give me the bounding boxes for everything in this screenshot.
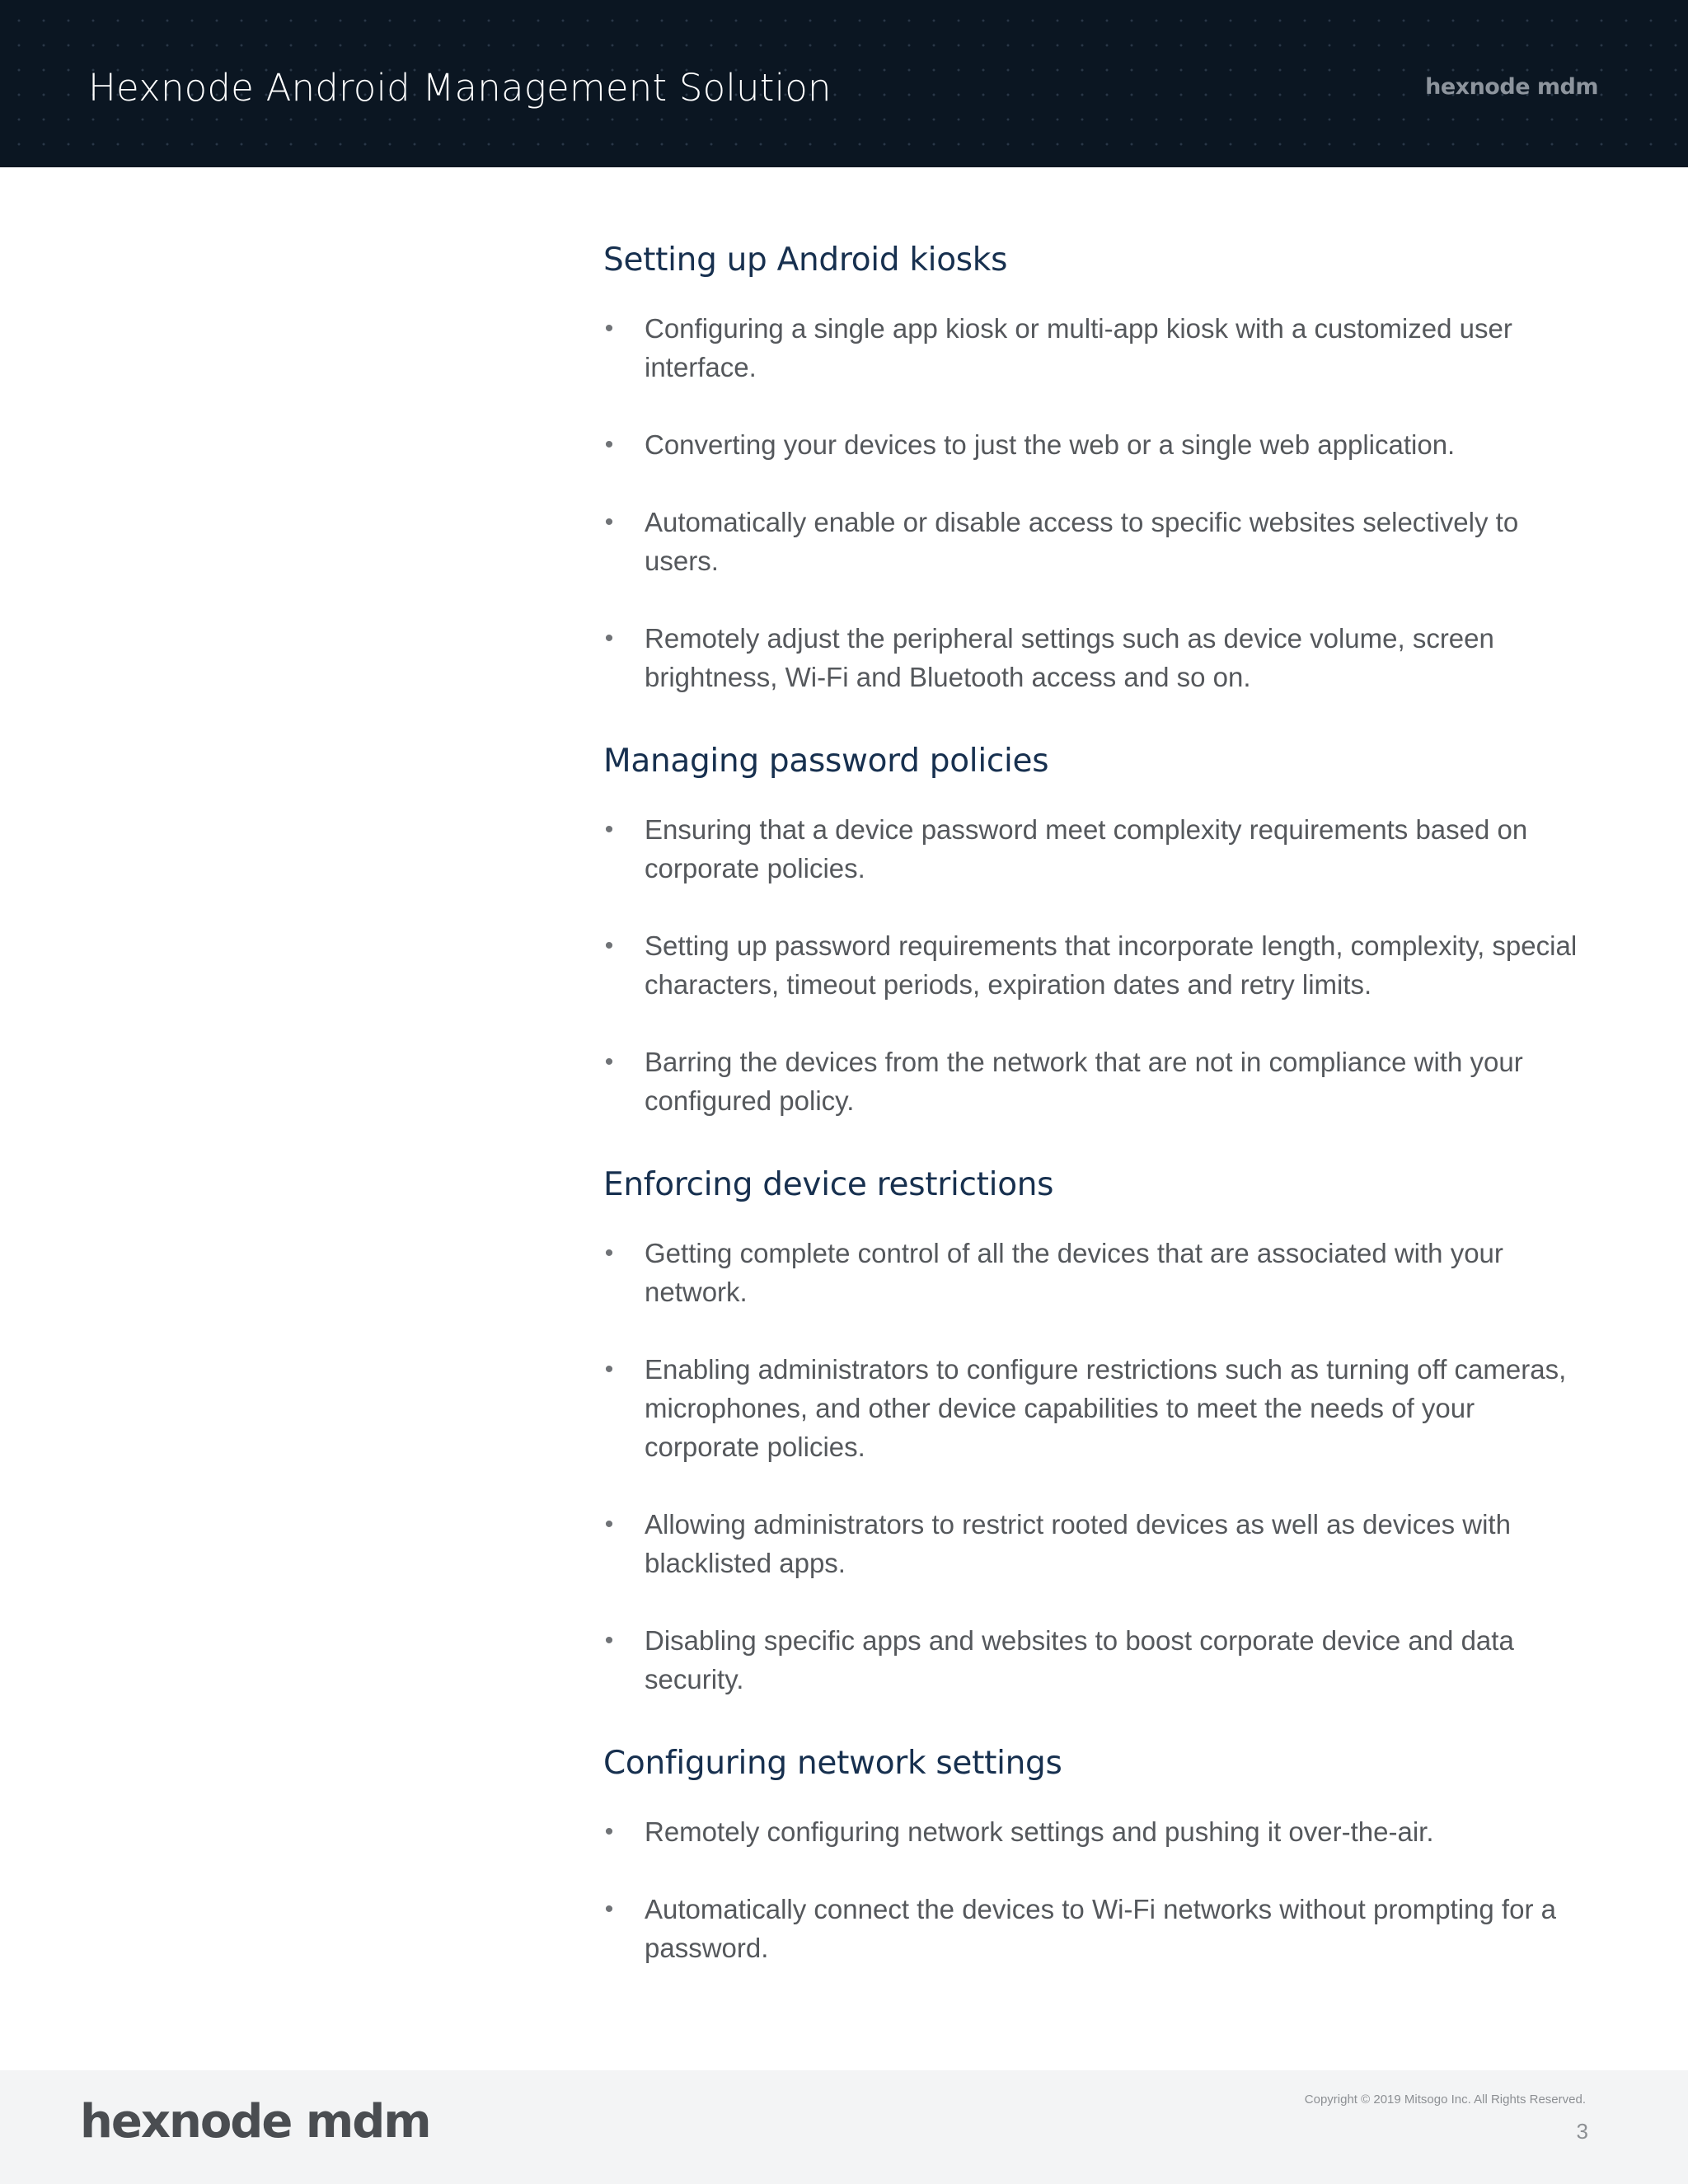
bullet-icon: • [604, 509, 614, 536]
bullet-text: Setting up password requirements that incorporate length, complexity, special characters, timeout periods, expiration dates and retry limits. [645, 930, 1578, 1000]
bullet-text: Converting your devices to just the web or a single web application. [645, 429, 1456, 460]
section-title: Enforcing device restrictions [603, 1166, 1054, 1203]
bullet-icon: • [604, 1511, 614, 1538]
bullet-item [603, 1234, 1584, 1311]
bullet-text: Remotely adjust the peripheral settings such as device volume, screen brightness, Wi-Fi and Bluetooth access and so on. [645, 623, 1494, 692]
bullet-item [603, 1621, 1584, 1699]
bullet-text: Disabling specific apps and websites to boost corporate device and data security. [645, 1625, 1514, 1694]
document-title: Hexnode Android Management Solution [88, 66, 832, 110]
bullet-icon: • [604, 625, 614, 652]
header-banner [0, 0, 1688, 167]
section-android-kiosks [603, 239, 1584, 696]
bullet-item [603, 1812, 1584, 1851]
bullet-list [603, 309, 1584, 696]
bullet-text: Enabling administrators to configure restrictions such as turning off cameras, microphones, and other device capabilities to meet the needs of your corporate policies. [645, 1354, 1567, 1462]
footer-brand-logo: hexnode mdm [80, 2095, 430, 2149]
bullet-text: Allowing administrators to restrict rooted devices as well as devices with blacklisted apps. [645, 1509, 1511, 1578]
bullet-item [603, 1890, 1584, 1967]
bullet-item [603, 619, 1584, 696]
section-title: Configuring network settings [603, 1745, 1062, 1782]
bullet-text: Configuring a single app kiosk or multi-app kiosk with a customized user interface. [645, 313, 1512, 382]
bullet-icon: • [604, 315, 614, 342]
bullet-item [603, 810, 1584, 888]
bullet-text: Automatically enable or disable access to specific websites selectively to users. [645, 507, 1519, 576]
bullet-icon: • [604, 1896, 614, 1923]
bullet-item [603, 503, 1584, 580]
bullet-icon: • [604, 1627, 614, 1654]
bullet-text: Getting complete control of all the devices that are associated with your network. [645, 1238, 1503, 1307]
bullet-icon: • [604, 1048, 614, 1076]
bullet-text: Barring the devices from the network that are not in compliance with your configured policy. [645, 1047, 1523, 1116]
bullet-icon: • [604, 1240, 614, 1267]
bullet-item [603, 1505, 1584, 1582]
bullet-icon: • [604, 816, 614, 843]
bullet-icon: • [604, 932, 614, 959]
bullet-icon: • [604, 431, 614, 458]
page-footer [0, 2070, 1688, 2184]
section-network-settings [603, 1742, 1584, 1967]
bullet-icon: • [604, 1356, 614, 1383]
bullet-item [603, 309, 1584, 387]
bullet-item [603, 1350, 1584, 1466]
copyright-notice: Copyright © 2019 Mitsogo Inc. All Rights Reserved. [1304, 2093, 1586, 2107]
section-device-restrictions [603, 1164, 1584, 1699]
bullet-list [603, 810, 1584, 1120]
page-number: 3 [1576, 2119, 1588, 2144]
main-content [603, 239, 1584, 2011]
section-title: Setting up Android kiosks [603, 241, 1008, 279]
section-title: Managing password policies [603, 743, 1049, 780]
bullet-item [603, 425, 1584, 464]
bullet-text: Automatically connect the devices to Wi-Fi networks without prompting for a password. [645, 1894, 1556, 1963]
bullet-list [603, 1234, 1584, 1699]
bullet-text: Ensuring that a device password meet complexity requirements based on corporate policies. [645, 814, 1528, 883]
bullet-item [603, 926, 1584, 1004]
bullet-list [603, 1812, 1584, 1967]
bullet-item [603, 1043, 1584, 1120]
bullet-text: Remotely configuring network settings and pushing it over-the-air. [645, 1816, 1434, 1847]
section-password-policies [603, 740, 1584, 1120]
bullet-icon: • [604, 1818, 614, 1845]
header-brand-logo: hexnode mdm [1425, 74, 1598, 100]
